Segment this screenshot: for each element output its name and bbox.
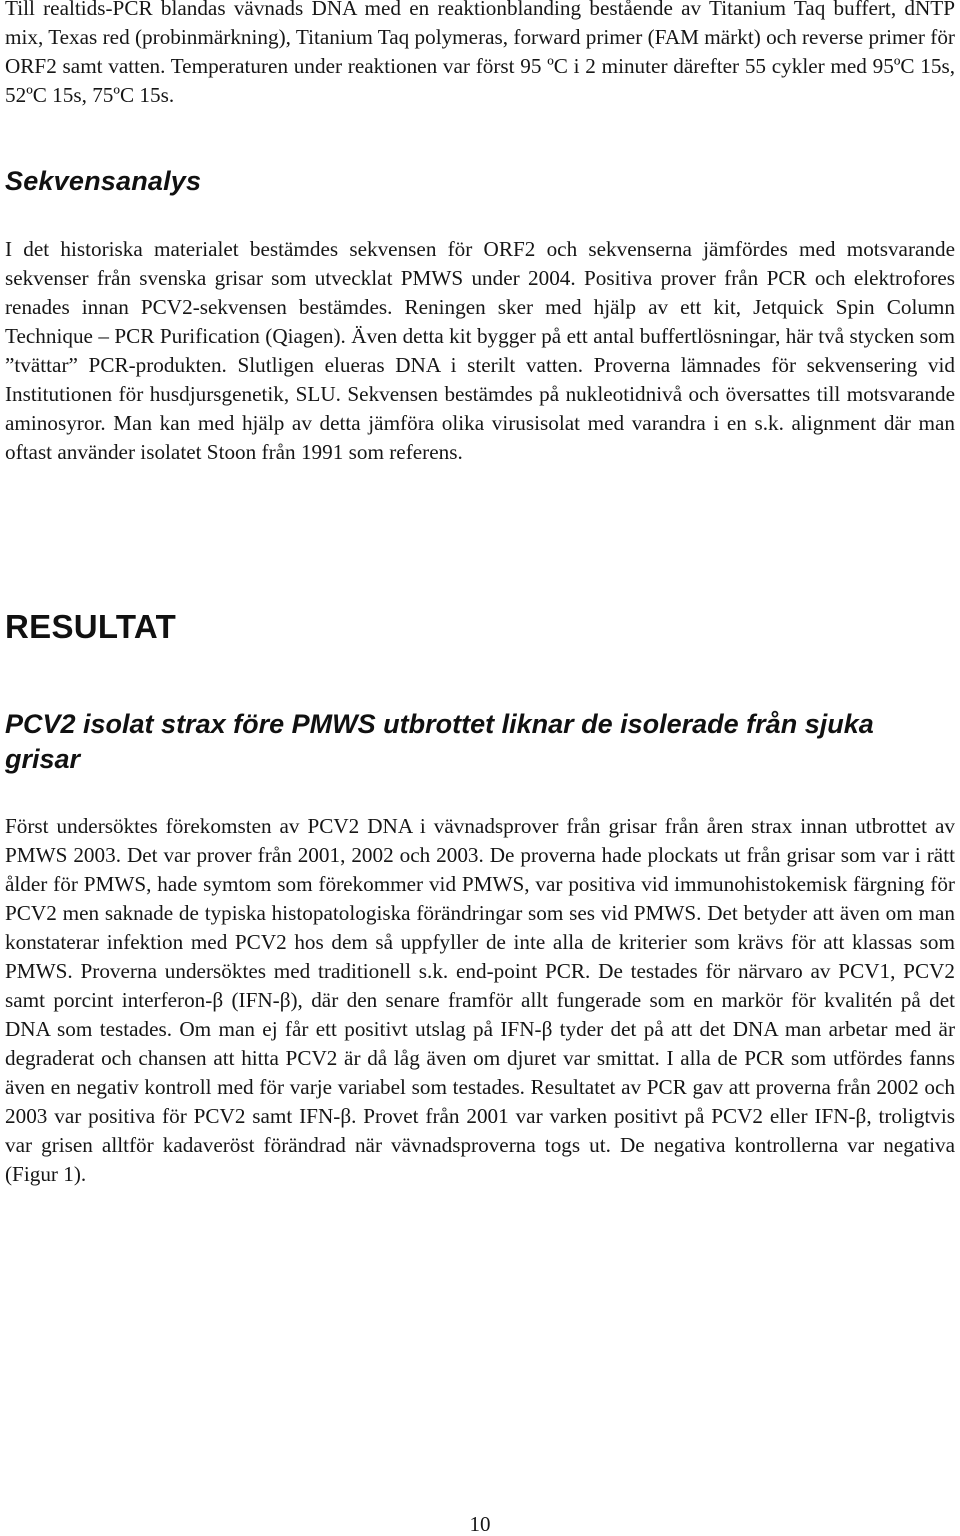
- resultat-paragraph-text: Först undersöktes förekomsten av PCV2 DNA i vävnadsprover från grisar från åren strax innan utbrottet av PMWS 2003. Det var prover från 2001, 2002 och 2003. De proverna hade plockats ut från grisar som var i rätt ålder för PMWS, hade symtom som förekommer vid PMWS, var positiva vid immunohistokemisk färgning för PCV2 men saknade de typiska histopatologiska förändringar som ses vid PMWS. Det betyder att även om man konstaterar infektion med PCV2 hos dem så uppfyller de inte alla de kriterier som krävs för att klassas som PMWS. Proverna undersöktes med traditionell s.k. end-point PCR. De testades för närvaro av PCV1, PCV2 samt porcint interferon-β (IFN-β), där den senare framför allt fungerade som en markör för kvalitén på det DNA som testades. Om man ej får ett positivt utslag på IFN-β tyder det på att det DNA man arbetar med är degraderat och chansen att hitta PCV2 är då låg även om djuret var smittat. I alla de PCR som utfördes fanns även en negativ kontroll med för varje variabel som testades. Resultatet av PCR gav att proverna från 2002 och 2003 var positiva för PCV2 samt IFN-β. Provet från 2001 var varken positivt på PCV2 eller IFN-β, troligtvis var grisen alltför kadaveröst förändrad när vävnadsproverna togs ut. De negativa kontrollerna var negativa (Figur 1).: [5, 814, 955, 1186]
- resultat-paragraph: [5, 812, 955, 1189]
- resultat-subheading: PCV2 isolat strax före PMWS utbrottet liknar de isolerade från sjuka grisar: [5, 709, 874, 774]
- sekvensanalys-paragraph-text: I det historiska materialet bestämdes sekvensen för ORF2 och sekvenserna jämfördes med motsvarande sekvenser från svenska grisar som utvecklat PMWS under 2004. Positiva prover från PCR och elektrofores renades innan PCV2-sekvensen bestämdes. Reningen sker med hjälp av ett kit, Jetquick Spin Column Technique – PCR Purification (Qiagen). Även detta kit bygger på ett antal buffertlösningar, här två stycken som ”tvättar” PCR-produkten. Slutligen elueras DNA i sterilt vatten. Proverna lämnades för sekvensering vid Institutionen för husdjursgenetik, SLU. Sekvensen bestämdes på nukleotidnivå och översattes till motsvarande aminosyror. Man kan med hjälp av detta jämföra olika virusisolat med varandra i en s.k. alignment där man oftast använder isolatet Stoon från 1991 som referens.: [5, 237, 955, 464]
- section-heading-sekvensanalys: Sekvensanalys: [5, 166, 202, 196]
- intro-paragraph-text: Till realtids-PCR blandas vävnads DNA med en reaktionblanding bestående av Titanium Taq buffert, dNTP mix, Texas red (probinmärkning), Titanium Taq polymeras, forward primer (FAM märkt) och reverse primer för ORF2 samt vatten. Temperaturen under reaktionen var först 95 ºC i 2 minuter därefter 55 cykler med 95ºC 15s, 52ºC 15s, 75ºC 15s.: [5, 0, 955, 107]
- intro-paragraph: [5, 0, 955, 110]
- section-heading-resultat: RESULTAT: [5, 608, 177, 645]
- page-number: 10: [469, 1512, 491, 1536]
- sekvensanalys-paragraph: [5, 235, 955, 467]
